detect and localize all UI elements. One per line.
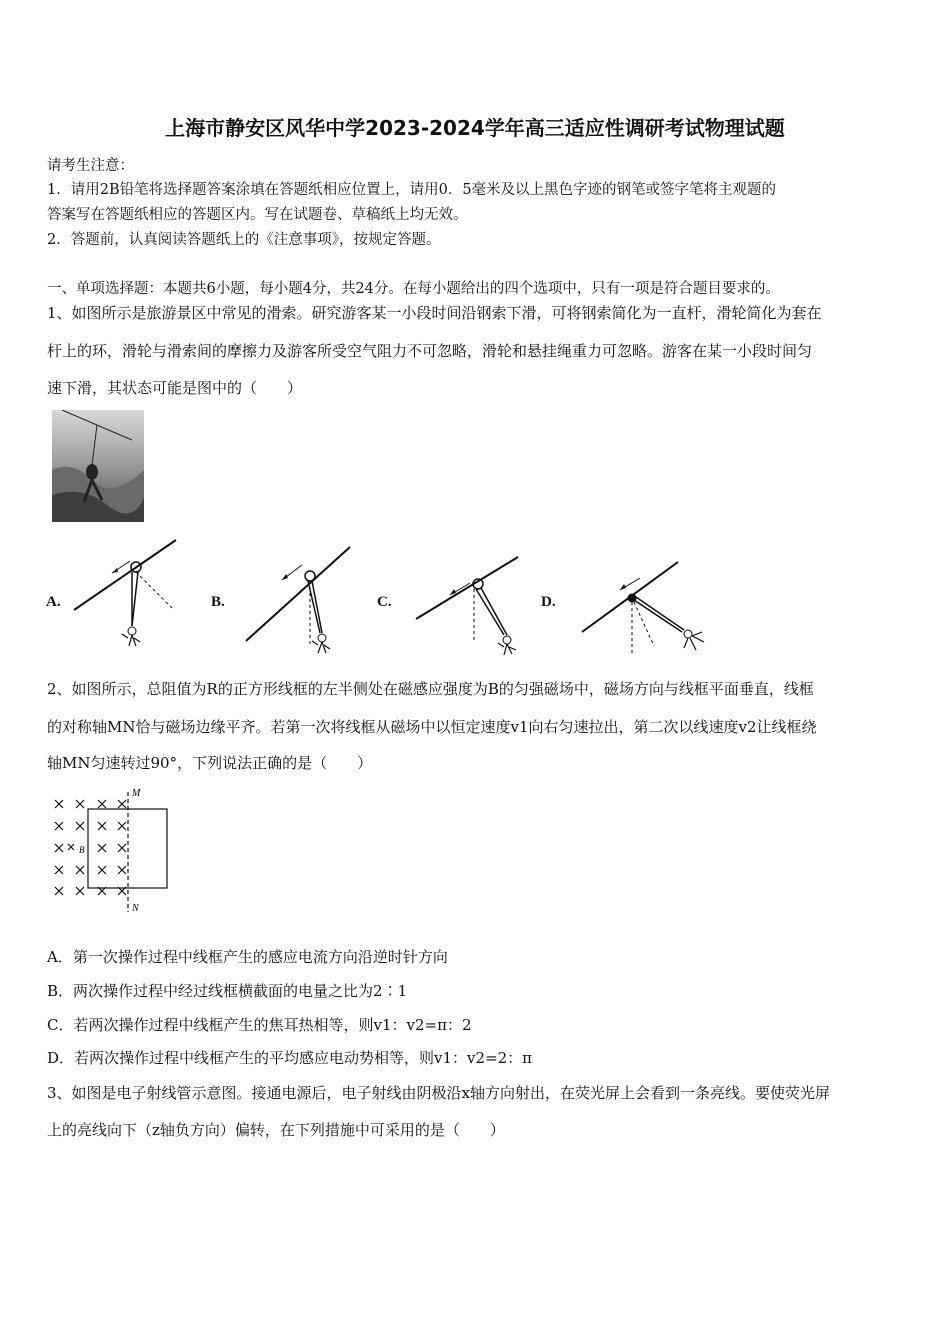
q1-option-b-label: B. [211, 594, 225, 610]
q1-option-a-figure [72, 538, 182, 658]
q1-line-2: 杆上的环，滑轮与滑索间的摩擦力及游客所受空气阻力不可忽略，滑轮和悬挂绳重力可忽略。游客在某一小段时间匀 [47, 342, 813, 360]
q2-option-b: B．两次操作过程中经过线框横截面的电量之比为2∶1 [47, 982, 408, 1000]
q1-option-d-label: D. [541, 594, 556, 610]
q1-line-1: 1、如图所示是旅游景区中常见的滑索。研究游客某一小段时间沿钢索下滑，可将钢索简化为一直杆，滑轮简化为套在 [47, 304, 822, 322]
q2-option-d: D．若两次操作过程中线框产生的平均感应电动势相等，则v1：v2=2：π [47, 1049, 533, 1067]
notice-line-2: 答案写在答题纸相应的答题区内。写在试题卷、草稿纸上均无效。 [47, 207, 468, 223]
q1-option-d-figure [578, 560, 712, 660]
q2-line-1: 2、如图所示，总阻值为R的正方形线框的左半侧处在磁感应强度为B的匀强磁场中，磁场方向与线框平面垂直，线框 [47, 680, 814, 698]
notice-heading: 请考生注意： [47, 158, 134, 174]
notice-line-3: 2．答题前，认真阅读答题纸上的《注意事项》，按规定答题。 [47, 232, 441, 248]
page-title: 上海市静安区风华中学2023-2024学年高三适应性调研考试物理试题 [165, 116, 785, 140]
label-m: M [132, 788, 141, 799]
notice-line-1: 1．请用2B铅笔将选择题答案涂填在答题纸相应位置上，请用0．5毫米及以上黑色字迹的钢笔或签字笔将主观题的 [47, 182, 777, 198]
label-n: N [132, 903, 139, 914]
section-heading: 一、单项选择题：本题共6小题，每小题4分，共24分。在每小题给出的四个选项中，只有一项是符合题目要求的。 [47, 281, 780, 297]
q2-line-3: 轴MN匀速转过90°，下列说法正确的是（ ） [47, 754, 373, 772]
q3-line-1: 3、如图是电子射线管示意图。接通电源后，电子射线由阴极沿x轴方向射出，在荧光屏上会看到一条亮线。要使荧光屏 [47, 1084, 831, 1102]
q1-option-c-label: C. [377, 594, 392, 610]
q1-line-3: 速下滑，其状态可能是图中的（ ） [47, 379, 303, 397]
label-b: B [79, 845, 85, 855]
q2-line-2: 的对称轴MN恰与磁场边缘平齐。若第一次将线框从磁场中以恒定速度v1向右匀速拉出，第二次以线速度v2让线框绕 [47, 718, 817, 736]
zipline-photo [52, 410, 144, 522]
q1-option-c-figure [412, 555, 522, 663]
q1-option-a-label: A. [46, 594, 61, 610]
q1-option-b-figure [242, 545, 354, 660]
q2-option-c: C．若两次操作过程中线框产生的焦耳热相等，则v1：v2=π：2 [47, 1016, 472, 1034]
q3-line-2: 上的亮线向下（z轴负方向）偏转，在下列措施中可采用的是（ ） [47, 1121, 505, 1139]
q2-option-a: A．第一次操作过程中线框产生的感应电流方向沿逆时针方向 [47, 948, 448, 966]
q2-magnetic-field-figure [48, 784, 176, 916]
